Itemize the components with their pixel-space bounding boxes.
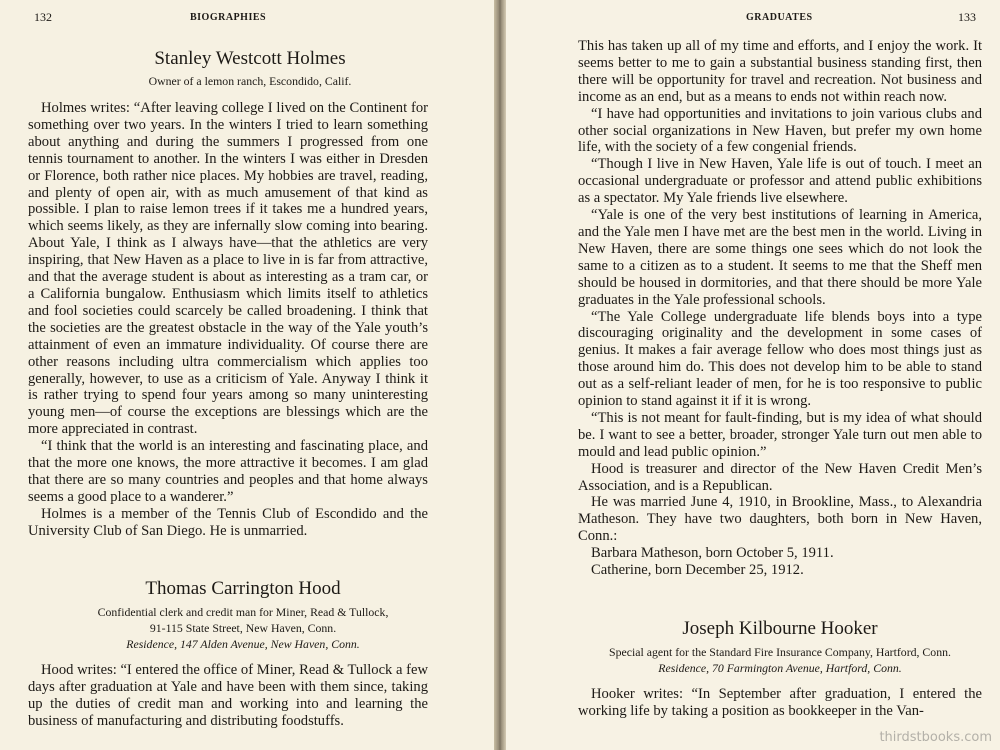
child-entry: Catherine, born December 25, 1912. xyxy=(591,562,804,579)
entry-name: Joseph Kilbourne Hooker xyxy=(682,618,878,639)
right-page-body xyxy=(578,38,982,579)
entry-name: Thomas Carrington Hood xyxy=(145,578,341,599)
left-running-head: BIOGRAPHIES xyxy=(190,12,267,23)
book-gutter xyxy=(494,0,506,750)
entry-holmes-body xyxy=(28,100,428,540)
entry-name: Stanley Westcott Holmes xyxy=(154,48,346,69)
left-page xyxy=(0,0,494,750)
entry-occupation: Special agent for the Standard Fire Insurance Company, Hartford, Conn. xyxy=(609,645,951,659)
body-paragraph: This has taken up all of my time and efforts, and I enjoy the work. It seems better to me to gain a substantial business standing first, then there will be opportunity for travel and recreation. Not business and income as an end, but as a means to ends not within reach now. xyxy=(578,38,982,105)
body-paragraph: Holmes is a member of the Tennis Club of Escondido and the University Club of San Diego. He is unmarried. xyxy=(28,505,428,539)
body-paragraph: “The Yale College undergraduate life blends boys into a type discouraging originality and the development in some cases of genius. It makes a fair average fellow who does most things just as those around him do. This does not develop him to be able to stand out as a self-reliant leader of men, for he is too responsive to public opinion to stand against it if it is wrong. xyxy=(578,308,982,410)
entry-residence: Residence, 70 Farmington Avenue, Hartford, Conn. xyxy=(658,661,902,675)
body-paragraph: “Yale is one of the very best institutions of learning in America, and the Yale men I have met are the best men in the world. Living in New Haven, there are some things one sees which do not look the same to a citizen as to a student. It seems to me that the Sheff men should be housed in dormitories, and that there should be more Yale graduates in the Yale professional schools. xyxy=(578,207,982,308)
body-paragraph: Holmes writes: “After leaving college I lived on the Continent for something over two years. In the winters I tried to learn something about anything and during the summers I progressed from one tennis tournament to another. In the winters I was either in Dresden or Florence, both rather nice places. My hobbies are travel, reading, and plenty of open air, with as much amusement of that kind as possible. I plan to raise lemon trees if it takes me a hundred years, which seems likely, as they are infernally slow coming into bearing. About Yale, I think as I always have—that the athletics are very inspiring, that New Haven as a place to live in is far from attractive, and that the average student is about as interesting as a tram car, or a California bungalow. Enthusiasm which limits itself to athletics and fool societies could scarcely be called broadening. I think that the societies are the greatest obstacle in the way of the Yale youth’s attainment of even an immature individuality. Of course there are other reasons including ultra commercialism which applies too generally, however, to use as a criticism of Yale. Anyway I think it is rather trying to spend four years among so many uninteresting young men—of course the exceptions are blessings which are the more appreciated in contrast. xyxy=(28,100,428,438)
entry-hood-header xyxy=(28,578,458,652)
body-paragraph: Hood is treasurer and director of the New Haven Credit Men’s Association, and is a Republican. xyxy=(578,460,982,494)
right-page xyxy=(506,0,1000,750)
body-paragraph: Hood writes: “I entered the office of Miner, Read & Tullock a few days after graduation at Yale and have been with them since, taking up the duties of credit man and working into and learning the business of manufacturing and distributing foodstuffs. xyxy=(28,662,428,729)
right-page-number: 133 xyxy=(958,10,976,24)
body-paragraph: Hooker writes: “In September after graduation, I entered the working life by taking a position as bookkeeper in the Van- xyxy=(578,686,982,719)
body-paragraph: “Though I live in New Haven, Yale life is out of touch. I meet an occasional undergraduate or professor and attend public exhibitions as a spectator. My Yale friends live elsewhere. xyxy=(578,156,982,207)
entry-hooker-body xyxy=(578,686,982,720)
entry-occupation: Owner of a lemon ranch, Escondido, Calif. xyxy=(148,74,352,88)
entry-occupation: Confidential clerk and credit man for Miner, Read & Tullock, xyxy=(97,605,389,619)
right-running-head: GRADUATES xyxy=(746,12,813,23)
child-entry: Barbara Matheson, born October 5, 1911. xyxy=(591,545,834,562)
entry-residence: Residence, 147 Alden Avenue, New Haven, Conn. xyxy=(126,637,360,651)
entry-hooker-header xyxy=(570,618,990,676)
entry-hood-body xyxy=(28,662,428,730)
body-paragraph: He was married June 4, 1910, in Brookline, Mass., to Alexandria Matheson. They have two daughters, both born in New Haven, Conn.: xyxy=(578,494,982,545)
entry-holmes-header xyxy=(28,48,472,89)
left-page-number: 132 xyxy=(34,10,52,24)
body-paragraph: “I have had opportunities and invitations to join various clubs and other social organizations in New Haven, but prefer my own home life, with the society of a few congenial friends. xyxy=(578,105,982,156)
body-paragraph: “This is not meant for fault-finding, but is my idea of what should be. I want to see a better, broader, stronger Yale turn out men able to mould and lead public opinion.” xyxy=(578,409,982,460)
body-paragraph: “I think that the world is an interesting and fascinating place, and that the more one knows, the more attractive it becomes. I am glad that there are so many countries and peoples and that home always seems a good place to a wanderer.” xyxy=(28,438,428,505)
entry-address: 91-115 State Street, New Haven, Conn. xyxy=(149,621,337,635)
watermark: thirdstbooks.com xyxy=(879,730,992,745)
